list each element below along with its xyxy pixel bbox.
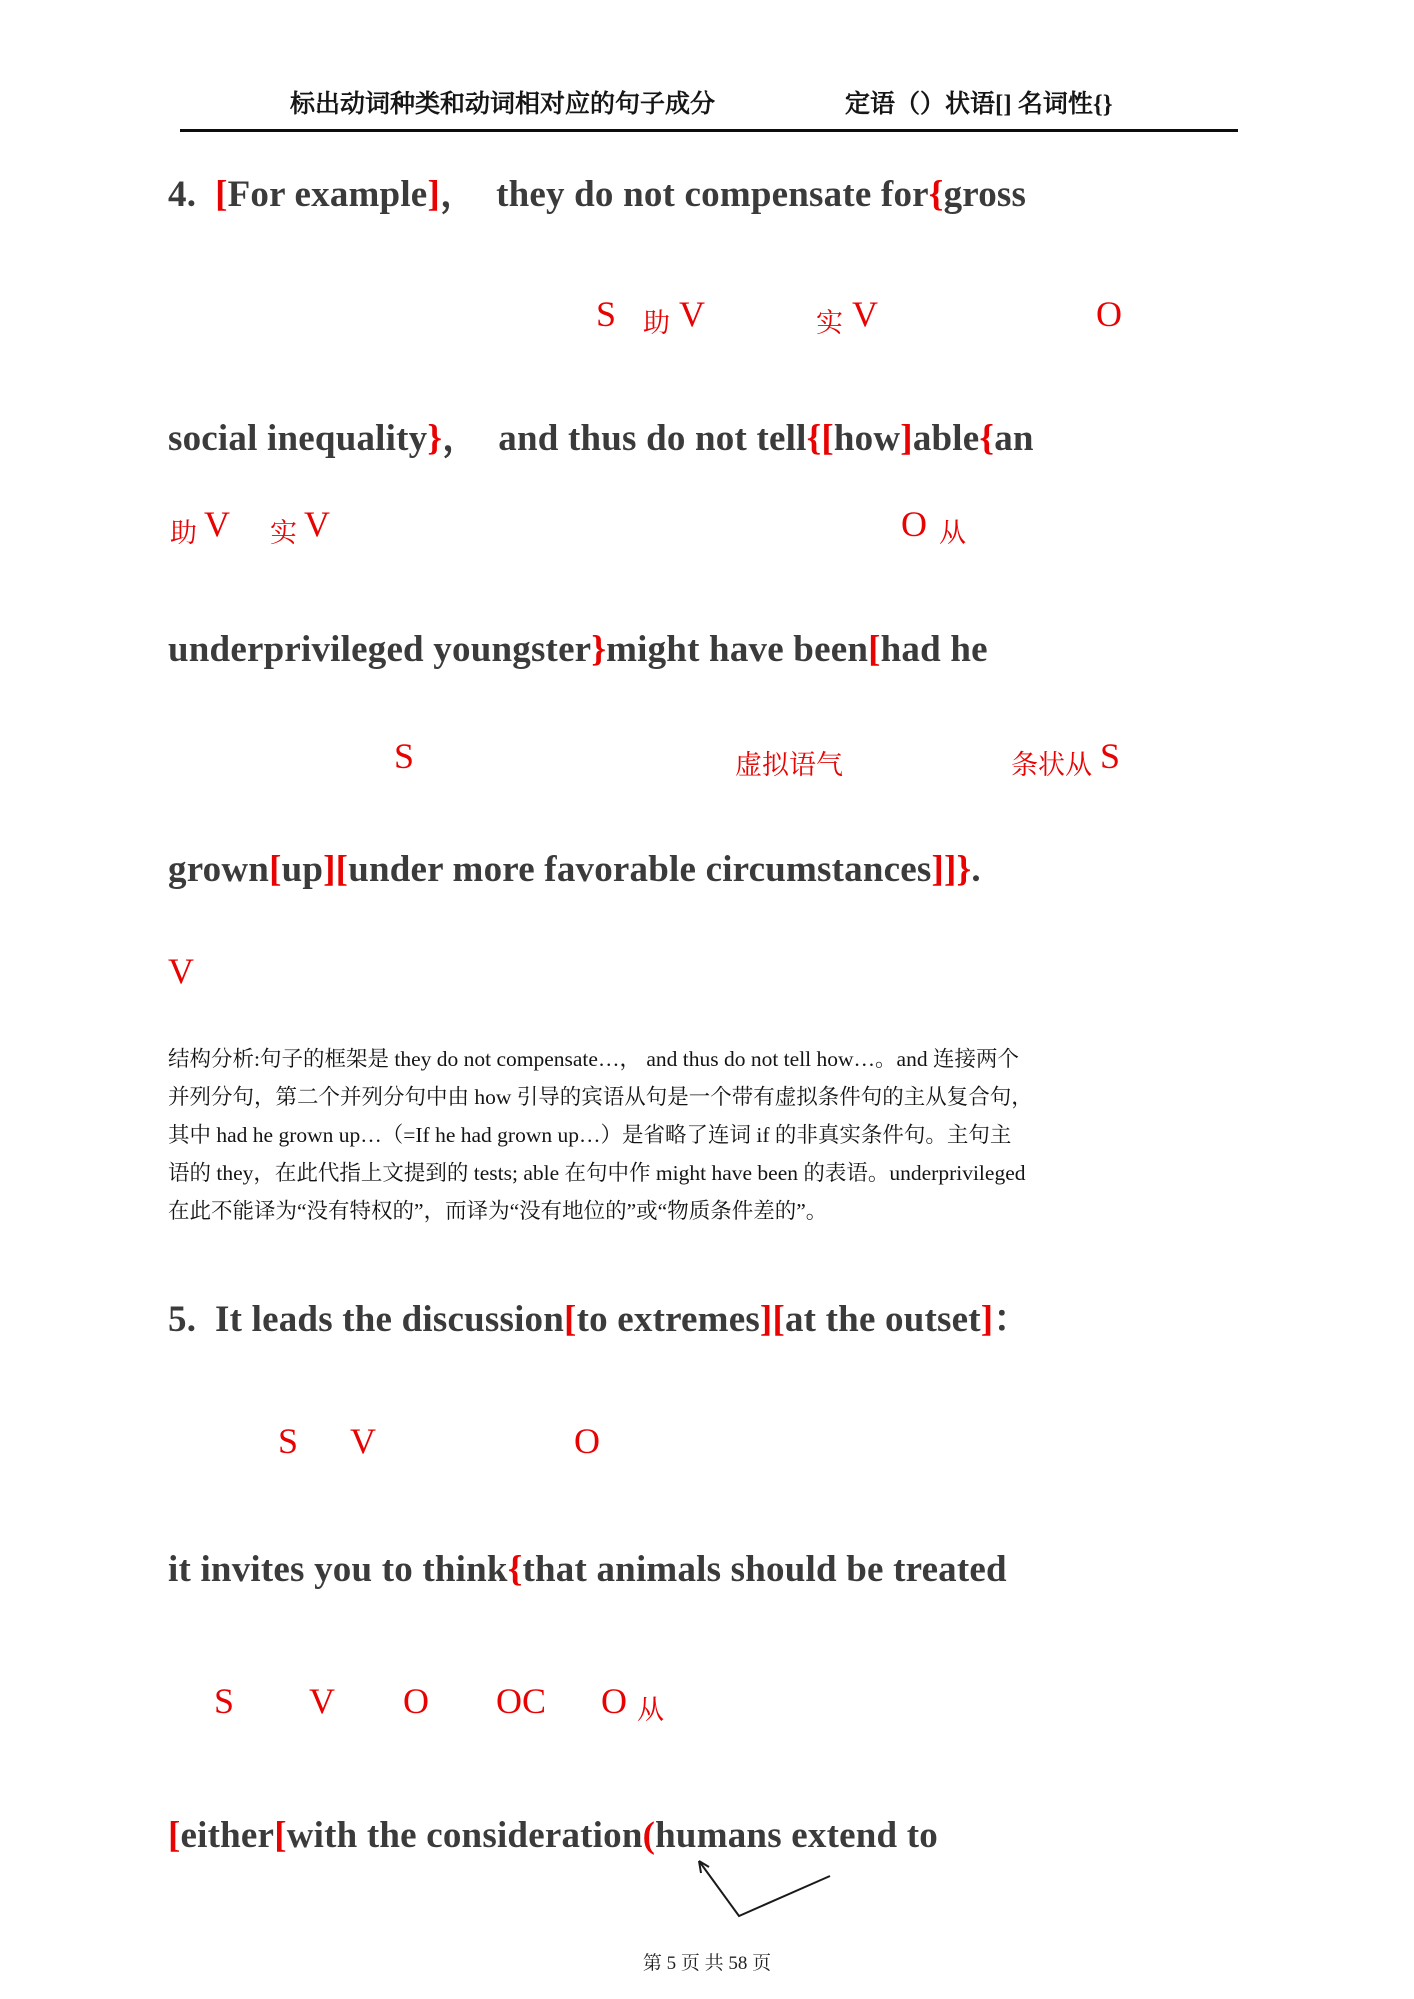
structure-analysis-paragraph bbox=[168, 1040, 1218, 1230]
grammar-mark: 条状从 bbox=[1011, 750, 1092, 780]
sentence-text: that animals should be treated bbox=[522, 1549, 1007, 1590]
grammar-annotation-row bbox=[0, 503, 1414, 563]
bracket-mark: ( bbox=[642, 1815, 656, 1856]
grammar-mark: S bbox=[278, 1421, 299, 1461]
sentence-text: humans extend to bbox=[655, 1815, 938, 1856]
grammar-mark: 助 bbox=[643, 308, 670, 338]
grammar-annotation-row bbox=[0, 950, 1414, 1010]
sentence-text: how bbox=[833, 418, 901, 459]
sentence-text: ， and thus do not tell bbox=[442, 418, 807, 459]
sentence-text: at the outset bbox=[784, 1299, 981, 1340]
bracket-mark: [ bbox=[274, 1815, 287, 1856]
bracket-mark: [ bbox=[215, 174, 228, 215]
grammar-mark: O bbox=[601, 1681, 627, 1721]
bracket-mark: [ bbox=[269, 849, 282, 890]
hand-drawn-arrow-annotation bbox=[660, 1845, 850, 1935]
bracket-mark: ] bbox=[900, 418, 913, 459]
sentence-text: ， they do not compensate for bbox=[439, 174, 929, 215]
grammar-annotation-row bbox=[0, 735, 1414, 795]
sentence-text: an bbox=[994, 418, 1034, 459]
grammar-mark: 助 bbox=[170, 518, 197, 548]
grammar-mark: V bbox=[304, 504, 330, 544]
grammar-mark: O bbox=[574, 1421, 600, 1461]
bracket-mark: { bbox=[507, 1549, 523, 1590]
analysis-line: 其中 had he grown up…（=If he had grown up…）是省略了连词 if 的非真实条件句。主句主 bbox=[168, 1123, 1012, 1147]
grammar-mark: 从 bbox=[637, 1695, 664, 1725]
header-title-left: 标出动词种类和动词相对应的句子成分 bbox=[290, 91, 716, 118]
sentence-5-line-2 bbox=[168, 1548, 1007, 1591]
sentence-text: . bbox=[971, 849, 981, 890]
grammar-annotation-row bbox=[0, 1420, 1414, 1480]
bracket-mark: } bbox=[427, 418, 443, 459]
page-number-footer: 第 5 页 共 58 页 bbox=[642, 1953, 772, 1974]
grammar-mark: O bbox=[901, 504, 927, 544]
grammar-mark: O bbox=[1096, 294, 1122, 334]
bracket-mark: [ bbox=[868, 629, 881, 670]
grammar-mark: V bbox=[204, 504, 230, 544]
header-legend-right: 定语（）状语[] 名词性{} bbox=[845, 91, 1113, 118]
bracket-mark: ]]} bbox=[931, 849, 972, 890]
bracket-mark: ][ bbox=[759, 1299, 785, 1340]
sentence-text: to extremes bbox=[576, 1299, 760, 1340]
sentence-4-line-4 bbox=[168, 848, 981, 891]
sentence-text: ： bbox=[993, 1299, 1031, 1340]
analysis-line: 语的 they，在此代指上文提到的 tests; able 在句中作 might have been 的表语。underprivileged bbox=[168, 1161, 1026, 1185]
sentence-text: gross bbox=[943, 174, 1027, 215]
bracket-mark: ] bbox=[980, 1299, 994, 1340]
grammar-mark: OC bbox=[496, 1681, 547, 1721]
sentence-text: 4. bbox=[168, 174, 216, 215]
sentence-4-line-1 bbox=[168, 163, 1026, 217]
grammar-mark: 实 bbox=[816, 308, 843, 338]
grammar-mark: O bbox=[403, 1681, 429, 1721]
bracket-mark: [ bbox=[168, 1815, 181, 1856]
grammar-mark: S bbox=[596, 294, 617, 334]
grammar-mark: V bbox=[679, 294, 705, 334]
sentence-text: up bbox=[281, 849, 324, 890]
sentence-4-line-2 bbox=[168, 407, 1034, 461]
sentence-text: had he bbox=[880, 629, 988, 670]
sentence-text: 5. It leads the discussion bbox=[168, 1299, 565, 1340]
bracket-mark: { bbox=[928, 174, 944, 215]
grammar-mark: 实 bbox=[270, 518, 297, 548]
sentence-text: grown bbox=[168, 849, 270, 890]
grammar-mark: S bbox=[214, 1681, 235, 1721]
analysis-line: 并列分句，第二个并列分句中由 how 引导的宾语从句是一个带有虚拟条件句的主从复合句， bbox=[168, 1085, 1033, 1109]
grammar-mark: S bbox=[1100, 736, 1121, 776]
analysis-line: 在此不能译为“没有特权的”，而译为“没有地位的”或“物质条件差的”。 bbox=[168, 1199, 828, 1223]
bracket-mark: {[ bbox=[806, 418, 834, 459]
sentence-4-line-3 bbox=[168, 628, 988, 671]
grammar-mark: V bbox=[350, 1421, 376, 1461]
grammar-mark: 虚拟语气 bbox=[735, 750, 843, 780]
sentence-text: it invites you to think bbox=[168, 1549, 508, 1590]
analysis-line: 结构分析:句子的框架是 they do not compensate…， and thus do not tell how…。and 连接两个 bbox=[168, 1047, 1019, 1071]
grammar-mark: 从 bbox=[939, 518, 966, 548]
grammar-annotation-row bbox=[0, 1680, 1414, 1740]
sentence-text: might have been bbox=[606, 629, 869, 670]
sentence-text: under more favorable circumstances bbox=[348, 849, 932, 890]
bracket-mark: [ bbox=[564, 1299, 577, 1340]
sentence-text: with the consideration bbox=[286, 1815, 643, 1856]
sentence-text: For example bbox=[227, 174, 428, 215]
grammar-mark: V bbox=[309, 1681, 335, 1721]
bracket-mark: ][ bbox=[323, 849, 349, 890]
grammar-mark: V bbox=[168, 951, 194, 991]
grammar-mark: V bbox=[852, 294, 878, 334]
sentence-text: social inequality bbox=[168, 418, 428, 459]
bracket-mark: ] bbox=[427, 174, 440, 215]
sentence-5-line-1 bbox=[168, 1288, 1031, 1342]
grammar-annotation-row bbox=[0, 293, 1414, 353]
sentence-text: underprivileged youngster bbox=[168, 629, 592, 670]
grammar-mark: S bbox=[394, 736, 415, 776]
header-rule bbox=[180, 129, 1238, 132]
sentence-text: able bbox=[912, 418, 980, 459]
sentence-text: either bbox=[180, 1815, 275, 1856]
bracket-mark: } bbox=[591, 629, 607, 670]
bracket-mark: { bbox=[979, 418, 995, 459]
